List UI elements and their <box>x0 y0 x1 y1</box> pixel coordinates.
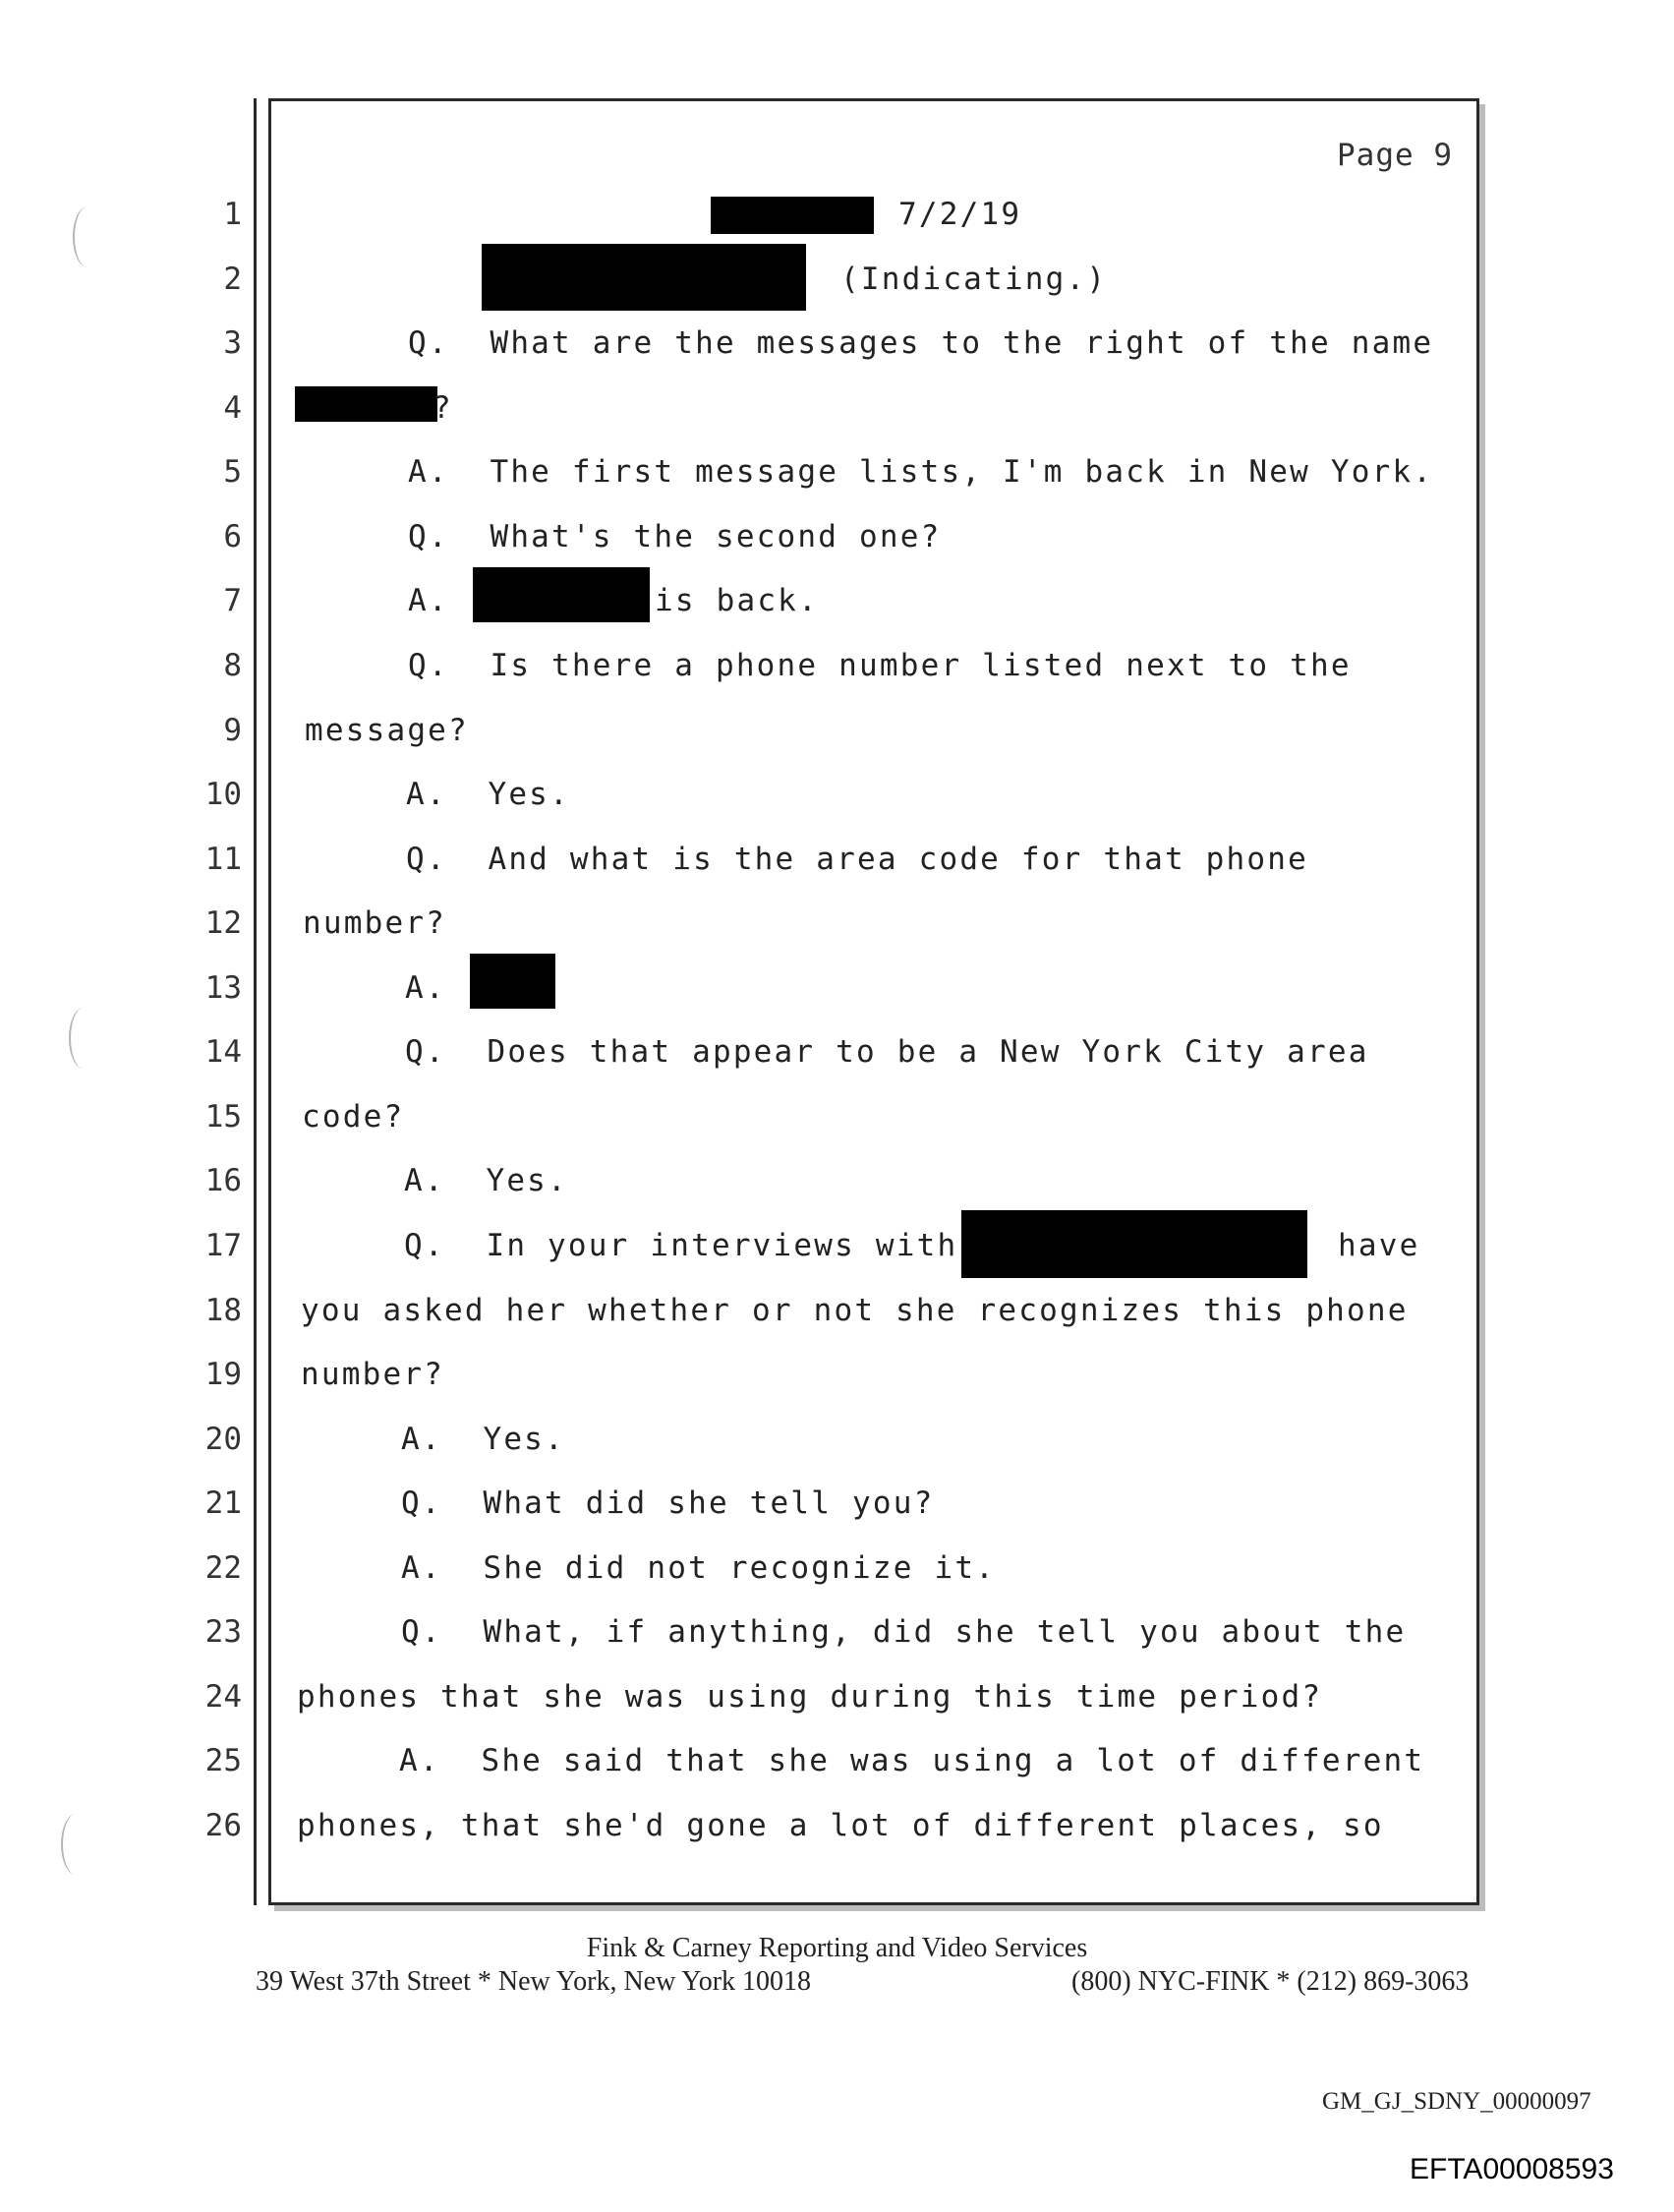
line-number: 17 <box>204 1228 242 1263</box>
redaction-box <box>961 1210 1307 1278</box>
reporter-phone: (800) NYC-FINK * (212) 869-3063 <box>1071 1966 1470 1997</box>
line-number: 12 <box>204 905 242 941</box>
line-number: 26 <box>204 1808 242 1843</box>
transcript-line: Q. And what is the area code for that phone <box>406 842 1308 877</box>
line-number: 3 <box>223 325 242 361</box>
line-number: 14 <box>204 1034 242 1070</box>
transcript-line: have <box>1338 1228 1420 1263</box>
line-number-divider <box>254 98 257 1905</box>
reporter-address: 39 West 37th Street * New York, New York 10018 <box>256 1966 812 1997</box>
transcript-line: A. Yes. <box>401 1422 565 1457</box>
transcript-line: code? <box>302 1099 405 1135</box>
line-number: 22 <box>204 1550 242 1586</box>
transcript-line: A. She said that she was using a lot of different <box>399 1743 1425 1778</box>
transcript-line: A. Yes. <box>404 1163 568 1198</box>
line-number: 16 <box>204 1163 242 1198</box>
line-number: 10 <box>204 777 242 812</box>
page-number: Page 9 <box>1337 138 1453 173</box>
transcript-line: A. She did not recognize it. <box>401 1550 997 1586</box>
transcript-line: Q. Does that appear to be a New York City area <box>405 1034 1369 1070</box>
transcript-line: Q. What did she tell you? <box>401 1485 935 1521</box>
transcript-line: Q. Is there a phone number listed next to the <box>408 648 1352 683</box>
transcript-line: A. Yes. <box>406 777 570 812</box>
hole-punch-mark <box>73 206 102 267</box>
transcript-line: Q. In your interviews with <box>404 1228 958 1263</box>
hole-punch-mark <box>69 1008 98 1069</box>
transcript-line: number? <box>301 1357 445 1392</box>
transcript-line: (Indicating.) <box>840 262 1108 297</box>
transcript-line: phones that she was using during this time period? <box>297 1679 1323 1715</box>
line-number: 2 <box>223 262 242 297</box>
line-number: 21 <box>204 1485 242 1521</box>
transcript-line: A. The first message lists, I'm back in New York. <box>408 454 1434 490</box>
transcript-line: you asked her whether or not she recognizes this phone <box>301 1293 1409 1328</box>
line-number: 7 <box>223 583 242 618</box>
line-number: 20 <box>204 1422 242 1457</box>
line-number: 24 <box>204 1679 242 1715</box>
transcript-line: 7/2/19 <box>898 197 1022 232</box>
redaction-box <box>473 567 650 622</box>
transcript-line: number? <box>303 905 447 941</box>
line-number: 6 <box>223 519 242 554</box>
line-number: 1 <box>223 197 242 232</box>
transcript-line: A. <box>405 970 446 1006</box>
transcript-line: Q. What, if anything, did she tell you about the <box>401 1614 1407 1650</box>
line-number: 13 <box>204 970 242 1006</box>
transcript-line: Q. What are the messages to the right of the name <box>408 325 1434 361</box>
line-number: 25 <box>204 1743 242 1778</box>
transcript-line: A. <box>408 583 449 618</box>
redaction-box <box>295 386 437 422</box>
line-number: 23 <box>204 1614 242 1650</box>
redaction-box <box>711 197 874 234</box>
hole-punch-mark <box>61 1814 90 1875</box>
line-number: 9 <box>223 713 242 748</box>
transcript-line: Q. What's the second one? <box>408 519 942 554</box>
line-number: 5 <box>223 454 242 490</box>
transcript-line: ? <box>433 390 453 426</box>
transcript-line: is back. <box>655 583 819 618</box>
line-number: 4 <box>223 390 242 426</box>
redaction-box <box>470 954 555 1009</box>
line-number: 11 <box>204 842 242 877</box>
transcript-line: phones, that she'd gone a lot of different places, so <box>297 1808 1384 1843</box>
redaction-box <box>482 244 806 311</box>
line-number: 8 <box>223 648 242 683</box>
reporter-company: Fink & Carney Reporting and Video Services <box>586 1933 1088 1963</box>
line-number: 19 <box>204 1357 242 1392</box>
line-number: 15 <box>204 1099 242 1135</box>
line-number: 18 <box>204 1293 242 1328</box>
efta-number: EFTA00008593 <box>1410 2153 1614 2185</box>
bates-number: GM_GJ_SDNY_00000097 <box>1322 2088 1591 2115</box>
transcript-line: message? <box>305 713 469 748</box>
